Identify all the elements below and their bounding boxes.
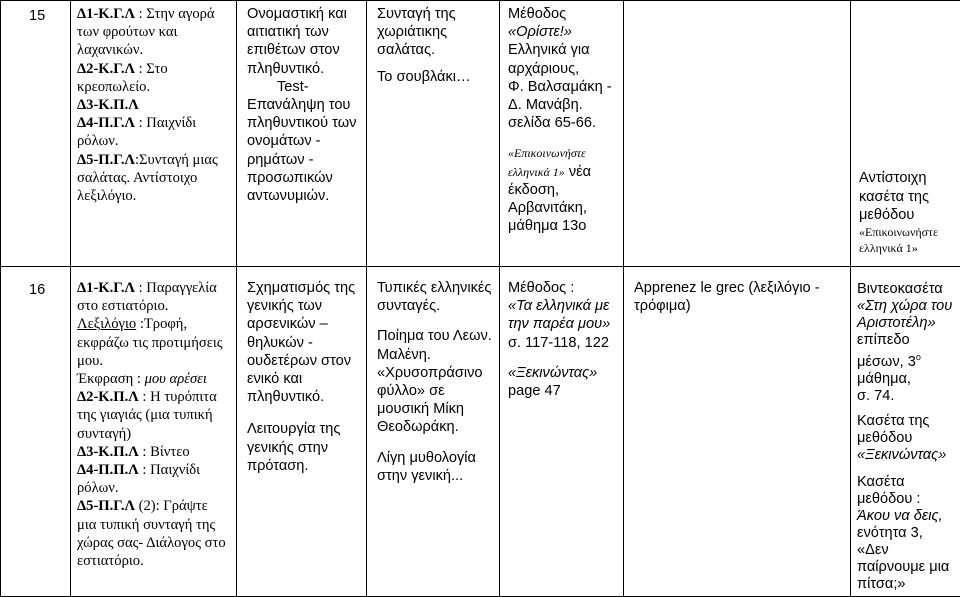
audio-text: Κασέτα της μεθόδου: [857, 413, 954, 447]
activity-text: : Στην αγορά των φρούτων και λαχανικών.: [77, 6, 215, 58]
grammar-cell: [237, 267, 367, 597]
lesson-number: 16: [1, 267, 71, 597]
audio-text: Αντίστοιχη κασέτα της μεθόδου: [859, 169, 954, 224]
culture-text: Συνταγή της χωριάτικης σαλάτας.: [377, 5, 493, 60]
audio-text: επίπεδο μέσων, 3: [857, 332, 916, 370]
audio-text: «Δεν παίρνουμε μια πίτσα;»: [857, 542, 954, 593]
culture-cell: [367, 1, 500, 267]
activity-code: Δ3-Κ.Π.Λ: [77, 97, 139, 113]
audio-text: Κασέτα μεθόδου :: [857, 474, 954, 508]
activity-text: : Βίντεο: [139, 444, 190, 460]
activity-text: :Συνταγή μιας σαλάτας. Αντίστοιχο λεξιλόγιο.: [77, 152, 218, 204]
activity-text: : Η τυρόπιτα της γιαγιάς (μια τυπική συνταγή): [77, 389, 217, 441]
method-title: «Ξεκινώντας»: [508, 364, 617, 382]
lesson-number: 15: [1, 1, 71, 267]
culture-text: Τυπικές ελληνικές συνταγές.: [377, 279, 493, 315]
audio-title: «Στη χώρα του Αριστοτέλη»: [857, 298, 954, 332]
method-text: Μέθοδος :: [508, 279, 617, 297]
table-row: [1, 267, 960, 597]
method-title: «Ορίστε!»: [508, 23, 617, 41]
material-cell: Apprenez le grec (λεξιλόγιο - τρόφιμα): [624, 267, 851, 597]
grammar-text: Σχηματισμός της γενικής των αρσενικών – θηλυκών - ουδετέρων στον ενικό και πληθυντικό.: [247, 279, 360, 406]
culture-cell: [367, 267, 500, 597]
activity-code: Δ4-Π.Π.Λ: [77, 462, 139, 478]
activity-code: Δ4-Π.Γ.Λ: [77, 115, 135, 131]
grammar-text: Λειτουργία της γενικής στην πρόταση.: [247, 420, 360, 475]
activity-text: (2): Γράψτε μια τυπική συνταγή της χώρας σας- Διάλογος στο εστιατόριο.: [77, 498, 226, 569]
audio-cell: [851, 267, 960, 597]
activity-code: Δ5-Π.Γ.Λ: [77, 152, 135, 168]
audio-title: Άκου να δεις,: [857, 508, 954, 525]
activity-text: :Τροφή, εκφράζω τις προτιμήσεις μου.: [77, 316, 223, 368]
audio-title: «Επικοινωνήστε ελληνικά 1»: [859, 224, 954, 256]
culture-text: Το σουβλάκι…: [377, 68, 493, 86]
method-title: «Επικοινωνήστε ελληνικά 1»: [508, 146, 586, 178]
activities-cell: [71, 1, 237, 267]
activity-code: Δ1-Κ.Γ.Λ: [77, 280, 135, 296]
culture-text: Λίγη μυθολογία στην γενική...: [377, 449, 493, 485]
culture-text: «Χρυσοπράσινο φύλλο» σε μουσική Μίκη Θεοδωράκη.: [377, 364, 493, 437]
audio-text: σ. 74.: [857, 388, 954, 405]
method-pages: σ. 117-118, 122: [508, 334, 617, 352]
activity-code: Δ2-Κ.Γ.Λ: [77, 61, 135, 77]
activities-cell: [71, 267, 237, 597]
table-row: [1, 1, 960, 267]
expression-label: Έκφραση :: [77, 371, 145, 387]
method-cell: [500, 1, 624, 267]
audio-text: ενότητα 3,: [857, 525, 954, 542]
expression-text: μου αρέσει: [145, 371, 207, 387]
method-cell: [500, 267, 624, 597]
method-text: νέα έκδοση, Αρβανιτάκη, μάθημα 13ο: [508, 164, 591, 235]
superscript: ο: [916, 352, 921, 362]
method-title: «Τα ελληνικά με την παρέα μου»: [508, 297, 617, 333]
audio-cell: [851, 1, 960, 267]
activity-code: Δ5-Π.Γ.Λ: [77, 498, 135, 514]
grammar-cell: [237, 1, 367, 267]
method-pages: σελίδα 65-66.: [508, 114, 617, 132]
grammar-text: Test-: [247, 78, 358, 96]
grammar-text: Επανάληψη του πληθυντικού των ονομάτων - ρημάτων - προσωπικών αντωνυμιών.: [247, 96, 358, 205]
activity-text: : Παραγγελία στο εστιατόριο.: [77, 280, 217, 314]
activity-code: Δ2-Κ.Π.Λ: [77, 389, 139, 405]
method-authors: Φ. Βαλσαμάκη - Δ. Μανάβη.: [508, 78, 617, 114]
activity-code: Δ3-Κ.Π.Λ: [77, 444, 139, 460]
activity-text: : Στο κρεοπωλείο.: [77, 61, 168, 95]
method-pages: page 47: [508, 382, 617, 400]
audio-text: Βιντεοκασέτα: [857, 281, 954, 298]
audio-title: «Ξεκινώντας»: [857, 447, 954, 464]
culture-text: Ποίημα του Λεων. Μαλένη.: [377, 327, 493, 363]
grammar-text: Ονομαστική και αιτιατική των επιθέτων στον πληθυντικό.: [247, 5, 358, 78]
method-text: Ελληνικά για αρχάριους,: [508, 41, 617, 77]
audio-text: μάθημα,: [857, 371, 911, 387]
method-text: Μέθοδος: [508, 5, 617, 23]
activity-text: : Παιχνίδι ρόλων.: [77, 462, 200, 496]
activity-code: Δ1-Κ.Γ.Λ: [77, 6, 135, 22]
vocabulary-label: Λεξιλόγιο: [77, 316, 136, 332]
material-cell: [624, 1, 851, 267]
activity-text: : Παιχνίδι ρόλων.: [77, 115, 196, 149]
